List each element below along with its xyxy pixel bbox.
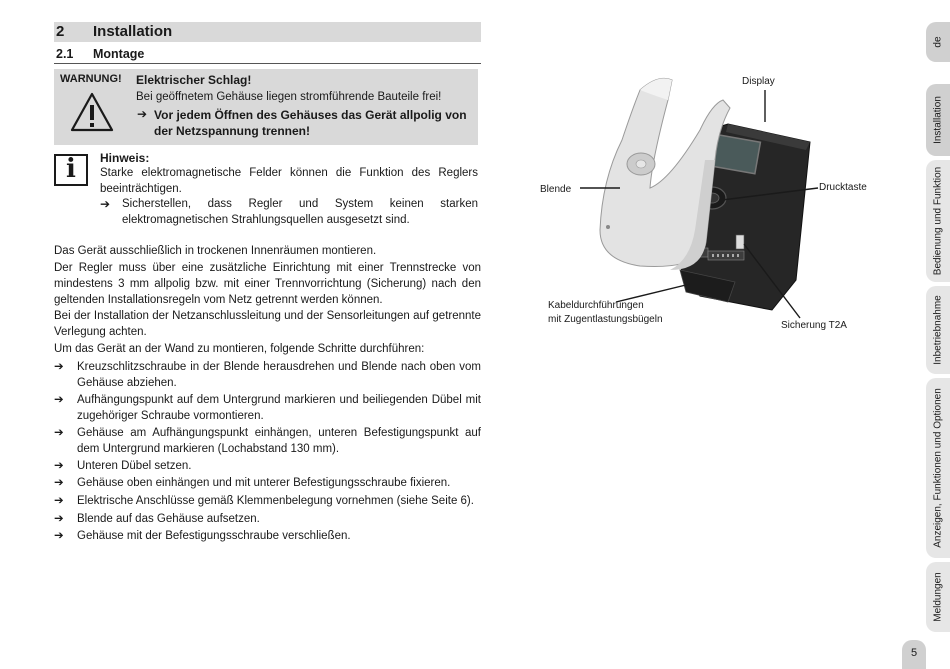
step-text: Gehäuse mit der Befestigungsschraube verschließen. [77, 530, 351, 542]
warning-arrow-icon: ➔ [137, 107, 148, 121]
step-text: Kreuzschlitzschraube in der Blende herausdrehen und Blende nach oben vom Gehäuse abziehen. [77, 361, 481, 389]
tab-language[interactable]: de [926, 22, 950, 62]
label-kabel-line1: Kabeldurchführungen [548, 300, 644, 311]
tab-inbetriebnahme[interactable]: Inbetriebnahme [926, 286, 950, 374]
step-text: Elektrische Anschlüsse gemäß Klemmenbelegung vornehmen (siehe Seite 6). [77, 495, 474, 507]
tab-installation[interactable]: Installation [926, 84, 950, 156]
arrow-icon: ➔ [54, 477, 64, 489]
paragraph: Das Gerät ausschließlich in trockenen Innenräumen montieren. [54, 245, 377, 257]
warning-text: Bei geöffnetem Gehäuse liegen stromführende Bauteile frei! [136, 91, 442, 103]
arrow-icon: ➔ [54, 394, 64, 406]
warning-title: Elektrischer Schlag! [136, 73, 252, 87]
paragraph: Der Regler muss über eine zusätzliche Einrichtung mit einer Trennstrecke von mindestens 3 mm allpolig bzw. mit einer Trennvorrichtung (Sicherung) nach den geltenden Installationsregeln vom Netz getrennt werden können. [54, 262, 481, 306]
label-kabel-line2: mit Zugentlastungsbügeln [548, 314, 663, 325]
warning-label: WARNUNG! [60, 73, 122, 85]
note-text: Starke elektromagnetische Felder können die Funktion des Reglers beeinträchtigen. [100, 167, 478, 195]
arrow-icon: ➔ [54, 427, 64, 439]
arrow-icon: ➔ [54, 530, 64, 542]
step-text: Gehäuse oben einhängen und mit unterer Befestigungsschraube fixieren. [77, 477, 451, 489]
arrow-icon: ➔ [54, 495, 64, 507]
step-text: Aufhängungspunkt auf dem Untergrund markieren und beiliegenden Dübel mit zugehöriger Schraube vormontieren. [77, 394, 481, 422]
tab-bedienung[interactable]: Bedienung und Funktion [926, 160, 950, 282]
step-text: Gehäuse am Aufhängungspunkt einhängen, unteren Befestigungspunkt auf dem Untergrund markieren (Lochabstand 130 mm). [77, 427, 481, 455]
subheading-title: Montage [93, 47, 145, 61]
note-arrow-icon: ➔ [100, 197, 111, 211]
paragraph: Um das Gerät an der Wand zu montieren, folgende Schritte durchführen: [54, 343, 425, 355]
step-text: Blende auf das Gehäuse aufsetzen. [77, 513, 260, 525]
warning-action: Vor jedem Öffnen des Gehäuses das Gerät allpolig von der Netzspannung trennen! [154, 108, 467, 138]
arrow-icon: ➔ [54, 513, 64, 525]
step-text: Unteren Dübel setzen. [77, 460, 192, 472]
label-drucktaste: Drucktaste [819, 182, 867, 193]
note-title: Hinweis: [100, 151, 150, 165]
label-sicherung: Sicherung T2A [781, 320, 847, 331]
tab-meldungen[interactable]: Meldungen [926, 562, 950, 632]
heading-title: Installation [93, 23, 173, 40]
info-icon: i [54, 154, 88, 186]
page-number: 5 [902, 640, 926, 669]
subheading-number: 2.1 [56, 47, 74, 61]
side-tabs [926, 0, 950, 669]
arrow-icon: ➔ [54, 361, 64, 373]
heading-number: 2 [56, 23, 65, 40]
paragraph: Bei der Installation der Netzanschlussleitung und der Sensorleitungen auf getrennte Verlegung achten. [54, 310, 481, 338]
arrow-icon: ➔ [54, 460, 64, 472]
subheading-rule [54, 63, 481, 64]
tab-anzeigen[interactable]: Anzeigen, Funktionen und Optionen [926, 378, 950, 558]
warning-triangle-icon [70, 92, 114, 132]
label-display: Display [742, 76, 775, 87]
note-bullet: Sicherstellen, dass Regler und System keinen starken elektromagnetischen Strahlungsquellen ausgesetzt sind. [122, 198, 478, 226]
label-blende: Blende [540, 184, 572, 195]
